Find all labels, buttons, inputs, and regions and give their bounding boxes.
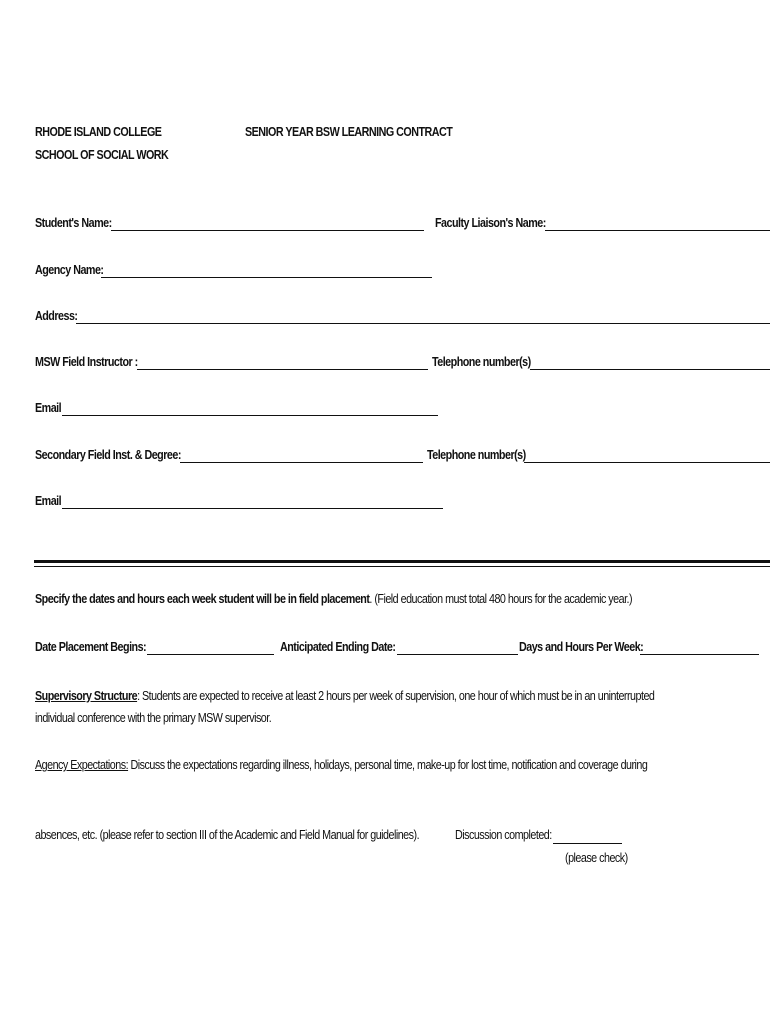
agency-name-field[interactable]: [101, 277, 432, 278]
placement-hours-note: . (Field education must total 480 hours for the academic year.): [369, 592, 633, 606]
address-label: Address:: [35, 309, 78, 323]
supervisory-structure-line2: individual conference with the primary MSW supervisor.: [35, 711, 272, 725]
email-1-label: Email: [35, 401, 62, 415]
divider-thick: [34, 560, 770, 563]
agency-expectations-heading: Agency Expectations:: [35, 758, 129, 772]
faculty-liaison-label: Faculty Liaison's Name:: [435, 216, 546, 230]
agency-expectations-text-1: Discuss the expectations regarding illness, holidays, personal time, make-up for lost time, notification and coverage during: [128, 758, 648, 772]
faculty-liaison-field[interactable]: [545, 230, 770, 231]
school-name: SCHOOL OF SOCIAL WORK: [35, 148, 169, 162]
secondary-instructor-field[interactable]: [180, 462, 423, 463]
address-field[interactable]: [76, 323, 770, 324]
msw-instructor-label: MSW Field Instructor :: [35, 355, 138, 369]
email-2-field[interactable]: [62, 508, 443, 509]
supervisory-structure-line1: [35, 689, 654, 703]
telephone-2-label: Telephone number(s): [427, 448, 526, 462]
days-hours-field[interactable]: [640, 654, 759, 655]
student-name-label: Student's Name:: [35, 216, 112, 230]
telephone-1-field[interactable]: [530, 369, 770, 370]
email-2-label: Email: [35, 494, 62, 508]
date-begins-label: Date Placement Begins:: [35, 640, 147, 654]
placement-instructions-bold: Specify the dates and hours each week student will be in field placement: [35, 592, 370, 606]
placement-instructions: [35, 592, 632, 606]
telephone-2-field[interactable]: [524, 462, 770, 463]
discussion-completed-field[interactable]: [553, 843, 622, 844]
divider-thin: [34, 566, 770, 567]
date-begins-field[interactable]: [147, 654, 274, 655]
supervisory-text-1: : Students are expected to receive at least 2 hours per week of supervision, one hour of which must be in an uninterrupted: [137, 689, 655, 703]
telephone-1-label: Telephone number(s): [432, 355, 531, 369]
days-hours-label: Days and Hours Per Week:: [519, 640, 644, 654]
agency-name-label: Agency Name:: [35, 263, 104, 277]
agency-expectations-line2: absences, etc. (please refer to section III of the Academic and Field Manual for guidelines).: [35, 828, 420, 842]
please-check-note: (please check): [565, 851, 628, 865]
anticipated-end-field[interactable]: [397, 654, 518, 655]
student-name-field[interactable]: [111, 230, 424, 231]
email-1-field[interactable]: [62, 415, 438, 416]
supervisory-structure-heading: Supervisory Structure: [35, 689, 138, 703]
msw-instructor-field[interactable]: [137, 369, 428, 370]
college-name: RHODE ISLAND COLLEGE: [35, 125, 162, 139]
anticipated-end-label: Anticipated Ending Date:: [280, 640, 396, 654]
agency-expectations-line1: [35, 758, 647, 772]
secondary-instructor-label: Secondary Field Inst. & Degree:: [35, 448, 181, 462]
discussion-completed-label: Discussion completed:: [455, 828, 552, 842]
document-title: SENIOR YEAR BSW LEARNING CONTRACT: [245, 125, 453, 139]
